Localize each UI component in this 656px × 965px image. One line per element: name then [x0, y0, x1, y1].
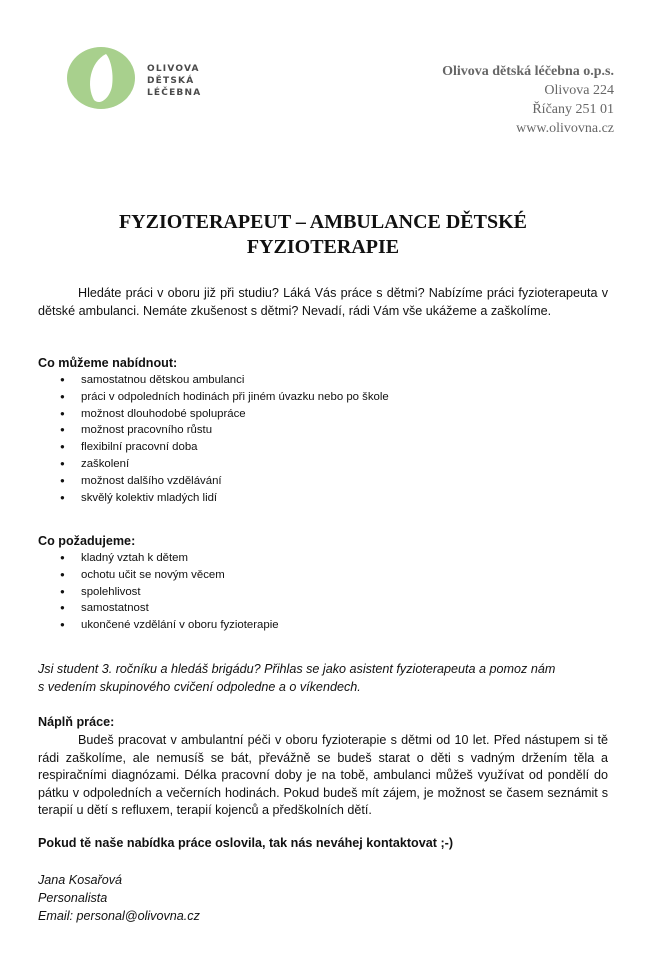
page-title	[60, 210, 586, 260]
list-item: ● skvělý kolektiv mladých lidí	[38, 490, 389, 507]
logo-line: OLIVOVA	[147, 64, 200, 74]
title-line-2: FYZIOTERAPIE	[246, 236, 400, 258]
signature-block	[38, 871, 200, 925]
website-link[interactable]: www.olivovna.cz	[516, 121, 614, 136]
list-item: ● možnost pracovního růstu	[38, 422, 389, 439]
list-item: ● zaškolení	[38, 456, 389, 473]
offer-heading: Co můžeme nabídnout:	[38, 356, 178, 370]
list-item: ● samostatnou dětskou ambulanci	[38, 372, 389, 389]
list-item: ● spolehlivost	[38, 584, 279, 601]
signature-name: Jana Kosařová	[38, 873, 123, 887]
organization-name: Olivova dětská léčebna o.p.s.	[442, 64, 614, 79]
intro-paragraph: Hledáte práci v oboru již při studiu? Láká Vás práce s dětmi? Nabízíme práci fyzioterapeuta v dětské ambulanci. Nemáte zkušenost s dětmi? Nevadí, rádi Vám vše ukážeme a zaškolíme.	[38, 286, 608, 318]
requirements-list	[38, 550, 279, 634]
contact-line: Pokud tě naše nabídka práce oslovila, tak nás neváhej kontaktovat ;-)	[38, 836, 454, 850]
list-item: ● možnost dlouhodobé spolupráce	[38, 406, 389, 423]
list-item: ● ochotu učit se novým věcem	[38, 567, 279, 584]
requirements-heading: Co požadujeme:	[38, 534, 136, 548]
list-item: ● práci v odpoledních hodinách při jiném úvazku nebo po škole	[38, 389, 389, 406]
signature-email[interactable]: Email: personal@olivovna.cz	[38, 909, 200, 923]
list-item: ● flexibilní pracovní doba	[38, 439, 389, 456]
job-description: Budeš pracovat v ambulantní péči v oboru fyzioterapie s dětmi od 10 let. Před nástupem si tě rádi zaškolíme, ale nemusíš se bát, převážně se budeš starat o děti s vadným držením těla a respiračními diagnózami. Délka pracovní doby je na tobě, ambulanci můžeš využívat od pondělí do pátku v odpoledních a večerních hodinách. Pokud budeš mít zájem, je možnost se časem seznámit s terapií u dětí s refluxem, terapií kojenců a předškolních dětí.	[38, 733, 608, 817]
student-line-1: Jsi student 3. ročníku a hledáš brigádu? Přihlas se jako asistent fyzioterapeuta a pomoz nám	[38, 662, 556, 676]
logo-wordmark	[147, 63, 201, 99]
city-address: Říčany 251 01	[532, 102, 614, 117]
offer-list	[38, 372, 389, 506]
logo-line: DĚTSKÁ	[147, 76, 195, 86]
logo-line: LÉČEBNA	[147, 88, 202, 98]
student-line-2: s vedením skupinového cvičení odpoledne a o víkendech.	[38, 680, 361, 694]
title-line-1: FYZIOTERAPEUT – AMBULANCE DĚTSKÉ	[118, 211, 528, 233]
list-item: ● možnost dalšího vzdělávání	[38, 473, 389, 490]
job-heading: Náplň práce:	[38, 715, 115, 729]
address-block	[442, 62, 614, 138]
street-address: Olivova 224	[544, 83, 614, 98]
list-item: ● samostatnost	[38, 600, 279, 617]
student-paragraph	[38, 660, 598, 696]
signature-role: Personalista	[38, 891, 108, 905]
list-item: ● ukončené vzdělání v oboru fyzioterapie	[38, 617, 279, 634]
list-item: ● kladný vztah k dětem	[38, 550, 279, 567]
olivova-leaf-logo-icon	[66, 46, 136, 110]
